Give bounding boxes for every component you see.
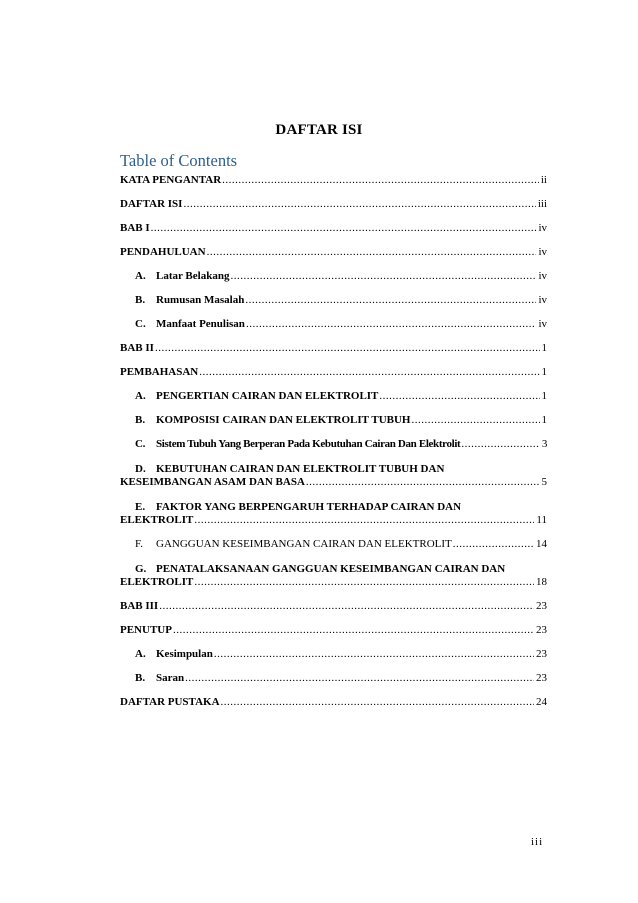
- dot-leader: [461, 438, 539, 451]
- toc-entry-text: [135, 438, 460, 451]
- toc-page-number: iv: [538, 270, 547, 282]
- toc-entry-text: PENUTUP: [120, 624, 172, 636]
- toc-entry-title: Manfaat Penulisan: [156, 318, 245, 330]
- dot-leader: [194, 576, 534, 589]
- toc-entry-title: KOMPOSISI CAIRAN DAN ELEKTROLIT TUBUH: [156, 414, 411, 426]
- toc-entry-label: E.: [135, 501, 146, 513]
- toc-entry-gangguan[interactable]: [120, 538, 547, 551]
- toc-entry-pendahuluan[interactable]: [120, 246, 547, 259]
- toc-entry-bab-ii[interactable]: [120, 342, 547, 355]
- toc-entry-label: F.: [135, 538, 143, 550]
- toc-entry-saran[interactable]: [120, 672, 547, 685]
- dot-leader: [155, 342, 540, 355]
- toc-entry-title: Rumusan Masalah: [156, 294, 245, 306]
- toc-page-number: 1: [541, 342, 547, 354]
- toc-entry-kesimpulan[interactable]: [120, 648, 547, 661]
- toc-entry-title: Latar Belakang: [156, 270, 230, 282]
- toc-entry-penatalaksanaan[interactable]: [120, 563, 547, 589]
- toc-entry-text: [135, 672, 184, 685]
- toc-entry-rumusan-masalah[interactable]: [120, 294, 547, 307]
- dot-leader: [159, 600, 534, 613]
- toc-entry-title-line1: KEBUTUHAN CAIRAN DAN ELEKTROLIT TUBUH DAN: [156, 463, 445, 475]
- dot-leader: [173, 624, 534, 637]
- toc-entry-pembahasan[interactable]: [120, 366, 547, 379]
- toc-page-number: 11: [536, 514, 547, 526]
- toc-page-number: 23: [536, 648, 547, 660]
- table-of-contents: [120, 174, 547, 709]
- toc-entry-text: [135, 648, 213, 661]
- toc-entry-pengertian[interactable]: [120, 390, 547, 403]
- toc-entry-text: PENDAHULUAN: [120, 246, 206, 258]
- dot-leader: [185, 672, 534, 685]
- toc-entry-title: Kesimpulan: [156, 648, 213, 660]
- dot-leader: [306, 476, 540, 489]
- dot-leader: [230, 270, 536, 283]
- toc-entry-text: [135, 414, 410, 427]
- toc-entry-label: B.: [135, 672, 146, 684]
- dot-leader: [207, 246, 537, 259]
- toc-entry-title-line2: ELEKTROLIT: [120, 514, 194, 526]
- dot-leader: [245, 294, 536, 307]
- toc-page-number: iv: [538, 294, 547, 306]
- toc-entry-kata-pengantar[interactable]: [120, 174, 547, 187]
- toc-entry-title-line2: KESEIMBANGAN ASAM DAN BASA: [120, 476, 305, 488]
- toc-entry-bab-i[interactable]: [120, 222, 547, 235]
- dot-leader: [379, 390, 539, 403]
- toc-entry-text: [135, 318, 245, 331]
- toc-page-number: iii: [537, 198, 547, 210]
- toc-entry-label: D.: [135, 463, 146, 475]
- toc-entry-text: BAB II: [120, 342, 154, 354]
- toc-entry-text: [135, 270, 229, 283]
- toc-entry-title-line2: ELEKTROLIT: [120, 576, 194, 588]
- toc-page-number: iv: [538, 222, 547, 234]
- dot-leader: [246, 318, 537, 331]
- toc-entry-title: GANGGUAN KESEIMBANGAN CAIRAN DAN ELEKTROLIT: [156, 538, 452, 550]
- toc-page-number: 23: [536, 600, 547, 612]
- toc-entry-sistem-tubuh[interactable]: [120, 438, 547, 451]
- page-title: DAFTAR ISI: [275, 122, 363, 138]
- toc-entry-text: [135, 294, 244, 307]
- toc-entry-text: [120, 463, 547, 476]
- toc-entry-label: B.: [135, 414, 146, 426]
- toc-entry-label: A.: [135, 648, 146, 660]
- dot-leader: [222, 174, 539, 187]
- toc-entry-daftar-isi[interactable]: [120, 198, 547, 211]
- toc-page-number: ii: [540, 174, 547, 186]
- toc-entry-text: BAB III: [120, 600, 159, 612]
- toc-page-number: 3: [541, 438, 547, 450]
- dot-leader: [194, 514, 534, 527]
- toc-entry-text: KATA PENGANTAR: [120, 174, 222, 186]
- toc-entry-manfaat-penulisan[interactable]: [120, 318, 547, 331]
- toc-entry-title: Sistem Tubuh Yang Berperan Pada Kebutuhan Cairan Dan Elektrolit: [156, 438, 461, 450]
- toc-entry-text: [120, 563, 547, 576]
- toc-entry-komposisi[interactable]: [120, 414, 547, 427]
- toc-page-number: iv: [538, 246, 547, 258]
- toc-entry-text: [135, 390, 378, 403]
- toc-entry-title: PENGERTIAN CAIRAN DAN ELEKTROLIT: [156, 390, 379, 402]
- toc-entry-penutup[interactable]: [120, 624, 547, 637]
- toc-entry-label: B.: [135, 294, 146, 306]
- toc-entry-bab-iii[interactable]: [120, 600, 547, 613]
- dot-leader: [453, 538, 534, 551]
- toc-entry-label: C.: [135, 438, 145, 450]
- dot-leader: [221, 696, 534, 709]
- dot-leader: [183, 198, 535, 211]
- toc-page-number: 24: [536, 696, 547, 708]
- toc-page-number: 14: [536, 538, 547, 550]
- toc-entry-title: Saran: [156, 672, 185, 684]
- toc-page-number: 1: [541, 390, 547, 402]
- toc-entry-label: C.: [135, 318, 146, 330]
- toc-entry-faktor[interactable]: [120, 501, 547, 527]
- dot-leader: [151, 222, 537, 235]
- toc-page-number: 1: [541, 414, 547, 426]
- toc-entry-label: G.: [135, 563, 147, 575]
- toc-entry-text: [135, 538, 452, 551]
- toc-heading: Table of Contents: [120, 151, 238, 170]
- toc-entry-text: [120, 501, 547, 514]
- dot-leader: [199, 366, 539, 379]
- toc-entry-daftar-pustaka[interactable]: [120, 696, 547, 709]
- toc-entry-text: BAB I: [120, 222, 150, 234]
- toc-page-number: 23: [536, 624, 547, 636]
- toc-entry-text: DAFTAR ISI: [120, 198, 183, 210]
- toc-entry-latar-belakang[interactable]: [120, 270, 547, 283]
- toc-entry-label: A.: [135, 270, 146, 282]
- toc-entry-title-line1: PENATALAKSANAAN GANGGUAN KESEIMBANGAN CAIRAN DAN: [156, 563, 506, 575]
- toc-entry-kebutuhan[interactable]: [120, 463, 547, 489]
- toc-entry-text: DAFTAR PUSTAKA: [120, 696, 220, 708]
- toc-entry-title-line1: FAKTOR YANG BERPENGARUH TERHADAP CAIRAN DAN: [156, 501, 462, 513]
- toc-page-number: iv: [538, 318, 547, 330]
- dot-leader: [411, 414, 539, 427]
- toc-page-number: 18: [536, 576, 547, 588]
- toc-entry-text: PEMBAHASAN: [120, 366, 199, 378]
- page-number: iii: [531, 836, 544, 848]
- toc-page-number: 1: [541, 366, 547, 378]
- toc-page-number: 5: [541, 476, 547, 488]
- toc-entry-label: A.: [135, 390, 146, 402]
- dot-leader: [214, 648, 534, 661]
- toc-page-number: 23: [536, 672, 547, 684]
